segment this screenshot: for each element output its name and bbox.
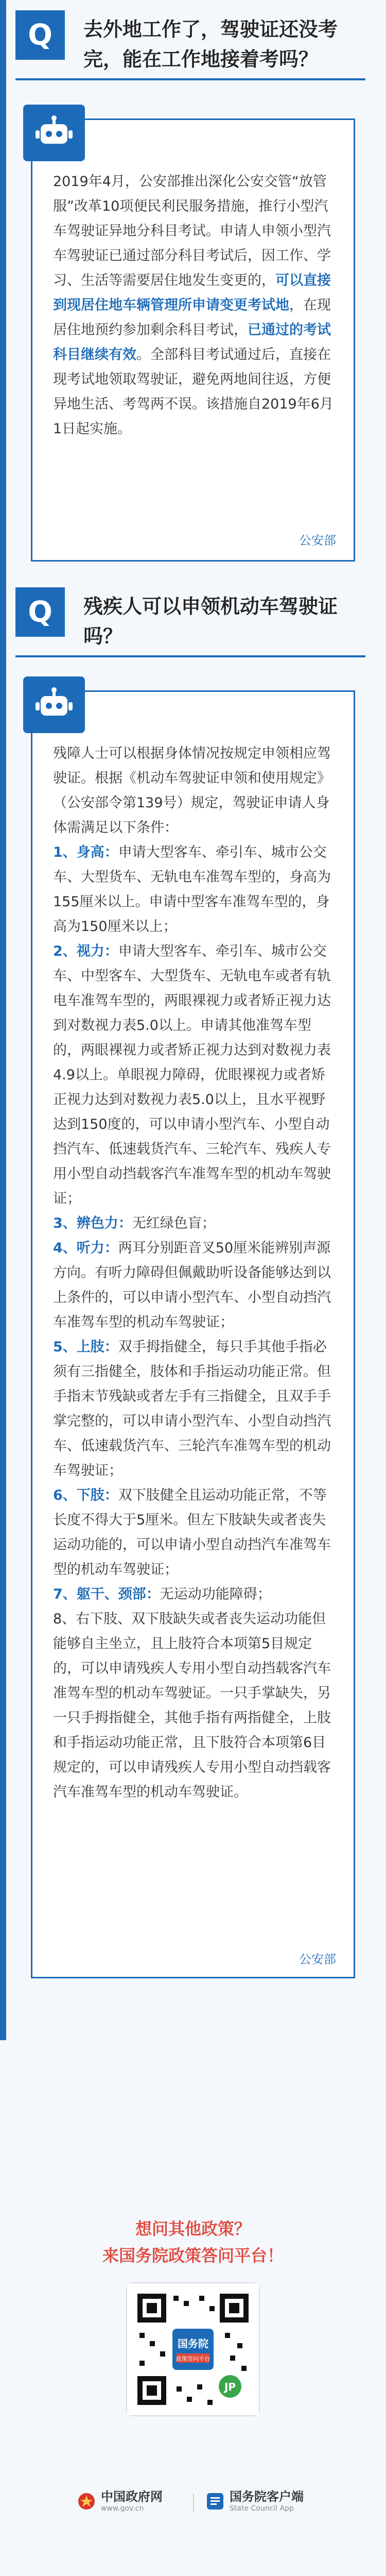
condition-text: 申请大型客车、牵引车、城市公交车、中型客车、大型货车、无轨电车或者有轨电车准驾车型的，两眼裸视力或者矫正视力达到对数视力表5.0以上。申请其他准驾车型的，两眼裸视力或者矫正视力达到对数视力表4.9以上。单眼视力障碍，优眼裸视力或者矫正视力达到对数视力表5.0以上，且水平视野达到150度的，可以申请小型汽车、小型自动挡汽车、低速载货汽车、三轮汽车、残疾人专用小型自动挡载客汽车准驾车型的机动车驾驶证； <box>53 943 331 1207</box>
condition-text: 双手拇指健全，每只手其他手指必须有三指健全，肢体和手指运动功能正常。但手指末节残缺或者左手有三指健全，且双手手掌完整的，可以申请小型汽车、小型自动挡汽车、低速载货汽车、三轮汽车准驾车型的机动车驾驶证； <box>53 1339 331 1479</box>
condition-item <box>53 1335 338 1483</box>
question-badge: Q <box>15 10 65 60</box>
answer-text <box>53 741 338 1805</box>
cta-line-2: 来国务院政策答问平台！ <box>102 2246 284 2265</box>
app-name: 国务院客户端 <box>230 2489 304 2504</box>
answer-box-2 <box>31 690 355 1978</box>
answer-highlight: 已通过的考试科目继续有效 <box>53 322 331 363</box>
condition-item <box>53 1582 338 1607</box>
question-2 <box>15 587 376 670</box>
condition-label: 6、下肢： <box>53 1487 118 1503</box>
condition-text: 无运动功能障碍； <box>160 1586 271 1602</box>
answer-paragraph: 2019年4月，公安部推出深化公安交管“放管服”改革10项便民利民服务措施，推行小型汽车驾驶证异地分科目考试。申请人申领小型汽车驾驶证已通过部分科目考试后，因工作、学习、生活等需要居住地发生变更的， <box>53 174 331 289</box>
condition-label: 5、上肢： <box>53 1339 118 1355</box>
answer-text <box>53 170 338 442</box>
app-icon <box>206 2492 224 2511</box>
condition-text: 8、右下肢、双下肢缺失或者丧失运动功能但能够自主坐立，且上肢符合本项第5目规定的，可以申请残疾人专用小型自动挡载客汽车准驾车型的机动车驾驶证。一只手掌缺失，另一只手拇指健全，其他手指有两指健全，上肢和手指运动功能正常，且下肢符合本项第6目规定的，可以申请残疾人专用小型自动挡载客汽车准驾车型的机动车驾驶证。 <box>53 1611 331 1800</box>
answer-highlight: 可以直接到现居住地车辆管理所申请变更考试地 <box>53 273 331 313</box>
robot-icon <box>23 676 85 733</box>
qr-badge-text: 国务院 <box>178 2337 208 2350</box>
divider <box>15 78 365 80</box>
condition-text: 两耳分别距音叉50厘米能辨别声源方向。有听力障碍但佩戴助听设备能够达到以上条件的，可以申请小型汽车、小型自动挡汽车准驾车型的机动车驾驶证； <box>53 1240 331 1330</box>
condition-item <box>53 1483 338 1582</box>
condition-text: 双下肢健全且运动功能正常，不等长度不得大于5厘米。但左下肢缺失或者丧失运动功能的，可以申请小型自动挡汽车准驾车型的机动车驾驶证； <box>53 1487 331 1578</box>
question-1 <box>15 10 376 93</box>
condition-item <box>53 840 338 939</box>
condition-text: 申请大型客车、牵引车、城市公交车、大型货车、无轨电车准驾车型的，身高为155厘米以上。申请中型客车准驾车型的，身高为150厘米以上； <box>53 844 331 935</box>
svg-text:JP: JP <box>224 2381 236 2393</box>
condition-list <box>53 840 338 1805</box>
condition-label: 2、视力： <box>53 943 118 959</box>
divider <box>15 655 365 657</box>
condition-item <box>53 939 338 1211</box>
condition-item <box>53 1607 338 1805</box>
condition-item <box>53 1211 338 1236</box>
question-badge: Q <box>15 587 65 637</box>
question-title: 去外地工作了，驾驶证还没考完，能在工作地接着考吗？ <box>83 18 338 71</box>
condition-label: 3、辨色力： <box>53 1215 132 1231</box>
condition-text: 无红绿色盲； <box>132 1215 216 1231</box>
answer-intro: 残障人士可以根据身体情况按规定申领相应驾驶证。根据《机动车驾驶证申领和使用规定》（公安部令第139号）规定，驾驶证申请人身体需满足以下条件： <box>53 745 331 836</box>
source-label: 公安部 <box>299 1952 336 1967</box>
gov-site-name: 中国政府网 <box>101 2489 163 2504</box>
qr-code[interactable] <box>126 2282 260 2416</box>
gov-site-link[interactable] <box>77 2489 163 2513</box>
condition-label: 7、躯干、颈部： <box>53 1586 160 1602</box>
app-subtitle: State Council App <box>230 2504 294 2513</box>
qr-badge-sub-text: 政策答问平台 <box>176 2355 210 2362</box>
question-title: 残疾人可以申领机动车驾驶证吗？ <box>83 595 338 648</box>
cta-line-1: 想问其他政策？ <box>135 2219 251 2239</box>
answer-box-1 <box>31 118 355 562</box>
footer-divider <box>193 2494 194 2512</box>
condition-label: 4、听力： <box>53 1240 118 1256</box>
condition-label: 1、身高： <box>53 844 118 860</box>
robot-icon <box>23 105 85 161</box>
answer-paragraph: ，在现居住地预约参加剩余科目考试， <box>53 297 331 338</box>
source-label: 公安部 <box>299 533 336 548</box>
app-link[interactable] <box>206 2489 304 2513</box>
gov-site-url: www.gov.cn <box>101 2504 144 2513</box>
emblem-icon <box>77 2492 96 2511</box>
answer-paragraph: 。全部科目考试通过后，直接在现考试地领取驾驶证，避免两地间往返，方便异地生活、考驾两不误。该措施自2019年6月1日起实施。 <box>53 347 334 437</box>
qr-pattern-icon <box>127 2283 259 2415</box>
footer <box>0 2478 386 2524</box>
condition-item <box>53 1236 338 1335</box>
left-accent-bar <box>0 0 6 2040</box>
